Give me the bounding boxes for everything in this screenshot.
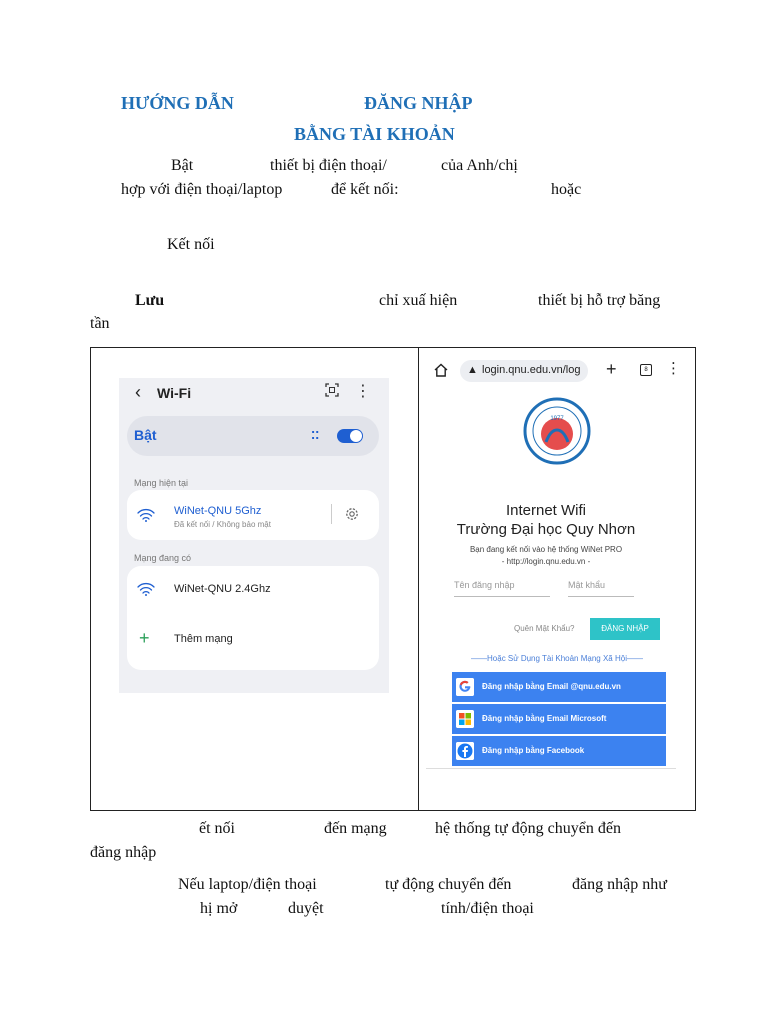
microsoft-login-button[interactable] (452, 704, 666, 734)
portal-description (426, 544, 666, 568)
last-fragment-c: đăng nhập như (572, 876, 667, 893)
browser-bottom-edge (426, 768, 676, 769)
last-fragment-d: hị mở (200, 900, 238, 917)
note-fragment-a: chỉ xuấ hiện (379, 292, 458, 309)
password-field[interactable]: Mật khẩu (568, 580, 634, 597)
wifi-icon (137, 508, 155, 522)
wifi-icon (137, 582, 155, 596)
university-logo (522, 396, 592, 466)
dots-icon: ⁚⁚ (311, 430, 320, 442)
current-network-name: WiNet-QNU 5Ghz (174, 505, 262, 517)
google-login-label: Đăng nhập bằng Email @qnu.edu.vn (482, 682, 621, 691)
after-fragment-a: ết nối (199, 820, 235, 837)
portal-title-line1: Internet Wifi (505, 502, 587, 519)
current-network-card[interactable] (127, 490, 379, 540)
doc-title-left: HƯỚNG DẪN (121, 93, 234, 113)
note-bold-label: Lưu (135, 292, 165, 309)
card-separator (331, 504, 332, 524)
google-icon (456, 678, 474, 696)
home-icon[interactable] (434, 363, 448, 377)
google-login-button[interactable] (452, 672, 666, 702)
gear-icon[interactable] (344, 506, 360, 522)
social-divider-text: Hoặc Sử Dụng Tài Khoản Mạng Xã Hội (487, 654, 627, 663)
qr-scan-icon[interactable] (325, 383, 339, 397)
toggle-knob (350, 430, 362, 442)
p1-fragment-a: Bật (171, 157, 194, 174)
note-fragment-c: tần (90, 315, 110, 332)
wifi-toggle-switch[interactable] (337, 429, 363, 443)
chevron-left-icon[interactable]: ‹ (135, 382, 141, 402)
current-network-section-label: Mạng hiện tại (134, 478, 189, 488)
warning-icon: ▲ (467, 364, 478, 376)
last-fragment-e: duyệt (288, 900, 324, 917)
wifi-header (119, 378, 389, 408)
more-vertical-icon[interactable]: ⋮ (666, 360, 681, 377)
wifi-toggle-row[interactable] (127, 416, 379, 456)
url-text: login.qnu.edu.vn/log (482, 364, 581, 376)
available-networks-card (127, 566, 379, 670)
microsoft-login-label: Đăng nhập bằng Email Microsoft (482, 714, 607, 723)
portal-title (426, 501, 666, 539)
wifi-settings-screen (119, 378, 389, 693)
username-field[interactable]: Tên đăng nhập (454, 580, 550, 597)
more-vertical-icon[interactable]: ⋮ (355, 383, 371, 400)
portal-title-line2: Trường Đại học Quy Nhơn (456, 521, 636, 538)
add-network-row[interactable] (127, 616, 379, 664)
wifi-toggle-label: Bật (134, 427, 157, 443)
last-fragment-a: Nếu laptop/điện thoại (178, 876, 317, 893)
social-login-divider: ——Hoặc Sử Dụng Tài Khoản Mạng Xã Hội—— (471, 654, 643, 663)
facebook-login-label: Đăng nhập bằng Facebook (482, 746, 585, 755)
p3-text: Kết nối (167, 236, 215, 253)
forgot-password-link[interactable]: Quên Mật Khẩu? (514, 624, 575, 633)
p2-fragment-a: hợp với điện thoại/laptop (121, 181, 283, 198)
logo-year: 1977 (550, 416, 564, 422)
p1-fragment-c: của Anh/chị (441, 157, 518, 174)
tabs-icon[interactable]: 8 (640, 364, 652, 376)
network-item-2-4ghz[interactable] (127, 566, 379, 614)
plus-icon: + (139, 628, 150, 648)
browser-login-page (426, 356, 681, 768)
login-button[interactable]: ĐĂNG NHẬP (590, 618, 660, 640)
figure-divider (418, 348, 419, 810)
facebook-login-button[interactable] (452, 736, 666, 766)
p2-fragment-c: hoặc (551, 181, 582, 198)
p2-fragment-b: để kết nối: (331, 181, 399, 198)
available-network-section-label: Mạng đang có (134, 553, 192, 563)
portal-desc-line1: Bạn đang kết nối vào hệ thống WiNet PRO (469, 545, 623, 554)
last-fragment-f: tính/điện thoại (441, 900, 534, 917)
doc-title-right: ĐĂNG NHẬP (364, 93, 473, 113)
facebook-icon (456, 742, 474, 760)
screenshot-figure (90, 347, 696, 811)
after-fragment-d: đăng nhập (90, 844, 157, 861)
after-fragment-c: hệ thống tự động chuyển đến (435, 820, 621, 837)
add-network-label: Thêm mạng (174, 633, 233, 645)
portal-desc-line2: - http://login.qnu.edu.vn - (501, 557, 591, 566)
p1-fragment-b: thiết bị điện thoại/ (270, 157, 387, 174)
new-tab-icon[interactable]: + (606, 359, 617, 379)
address-bar[interactable] (460, 360, 588, 382)
current-network-status: Đã kết nối / Không bảo mật (174, 520, 271, 529)
doc-subtitle: BẰNG TÀI KHOẢN (294, 124, 455, 144)
network-name: WiNet-QNU 2.4Ghz (174, 583, 271, 595)
microsoft-icon (456, 710, 474, 728)
after-fragment-b: đến mạng (324, 820, 387, 837)
last-fragment-b: tự động chuyển đến (385, 876, 512, 893)
wifi-title: Wi-Fi (157, 385, 192, 401)
note-fragment-b: thiết bị hỗ trợ băng (538, 292, 661, 309)
